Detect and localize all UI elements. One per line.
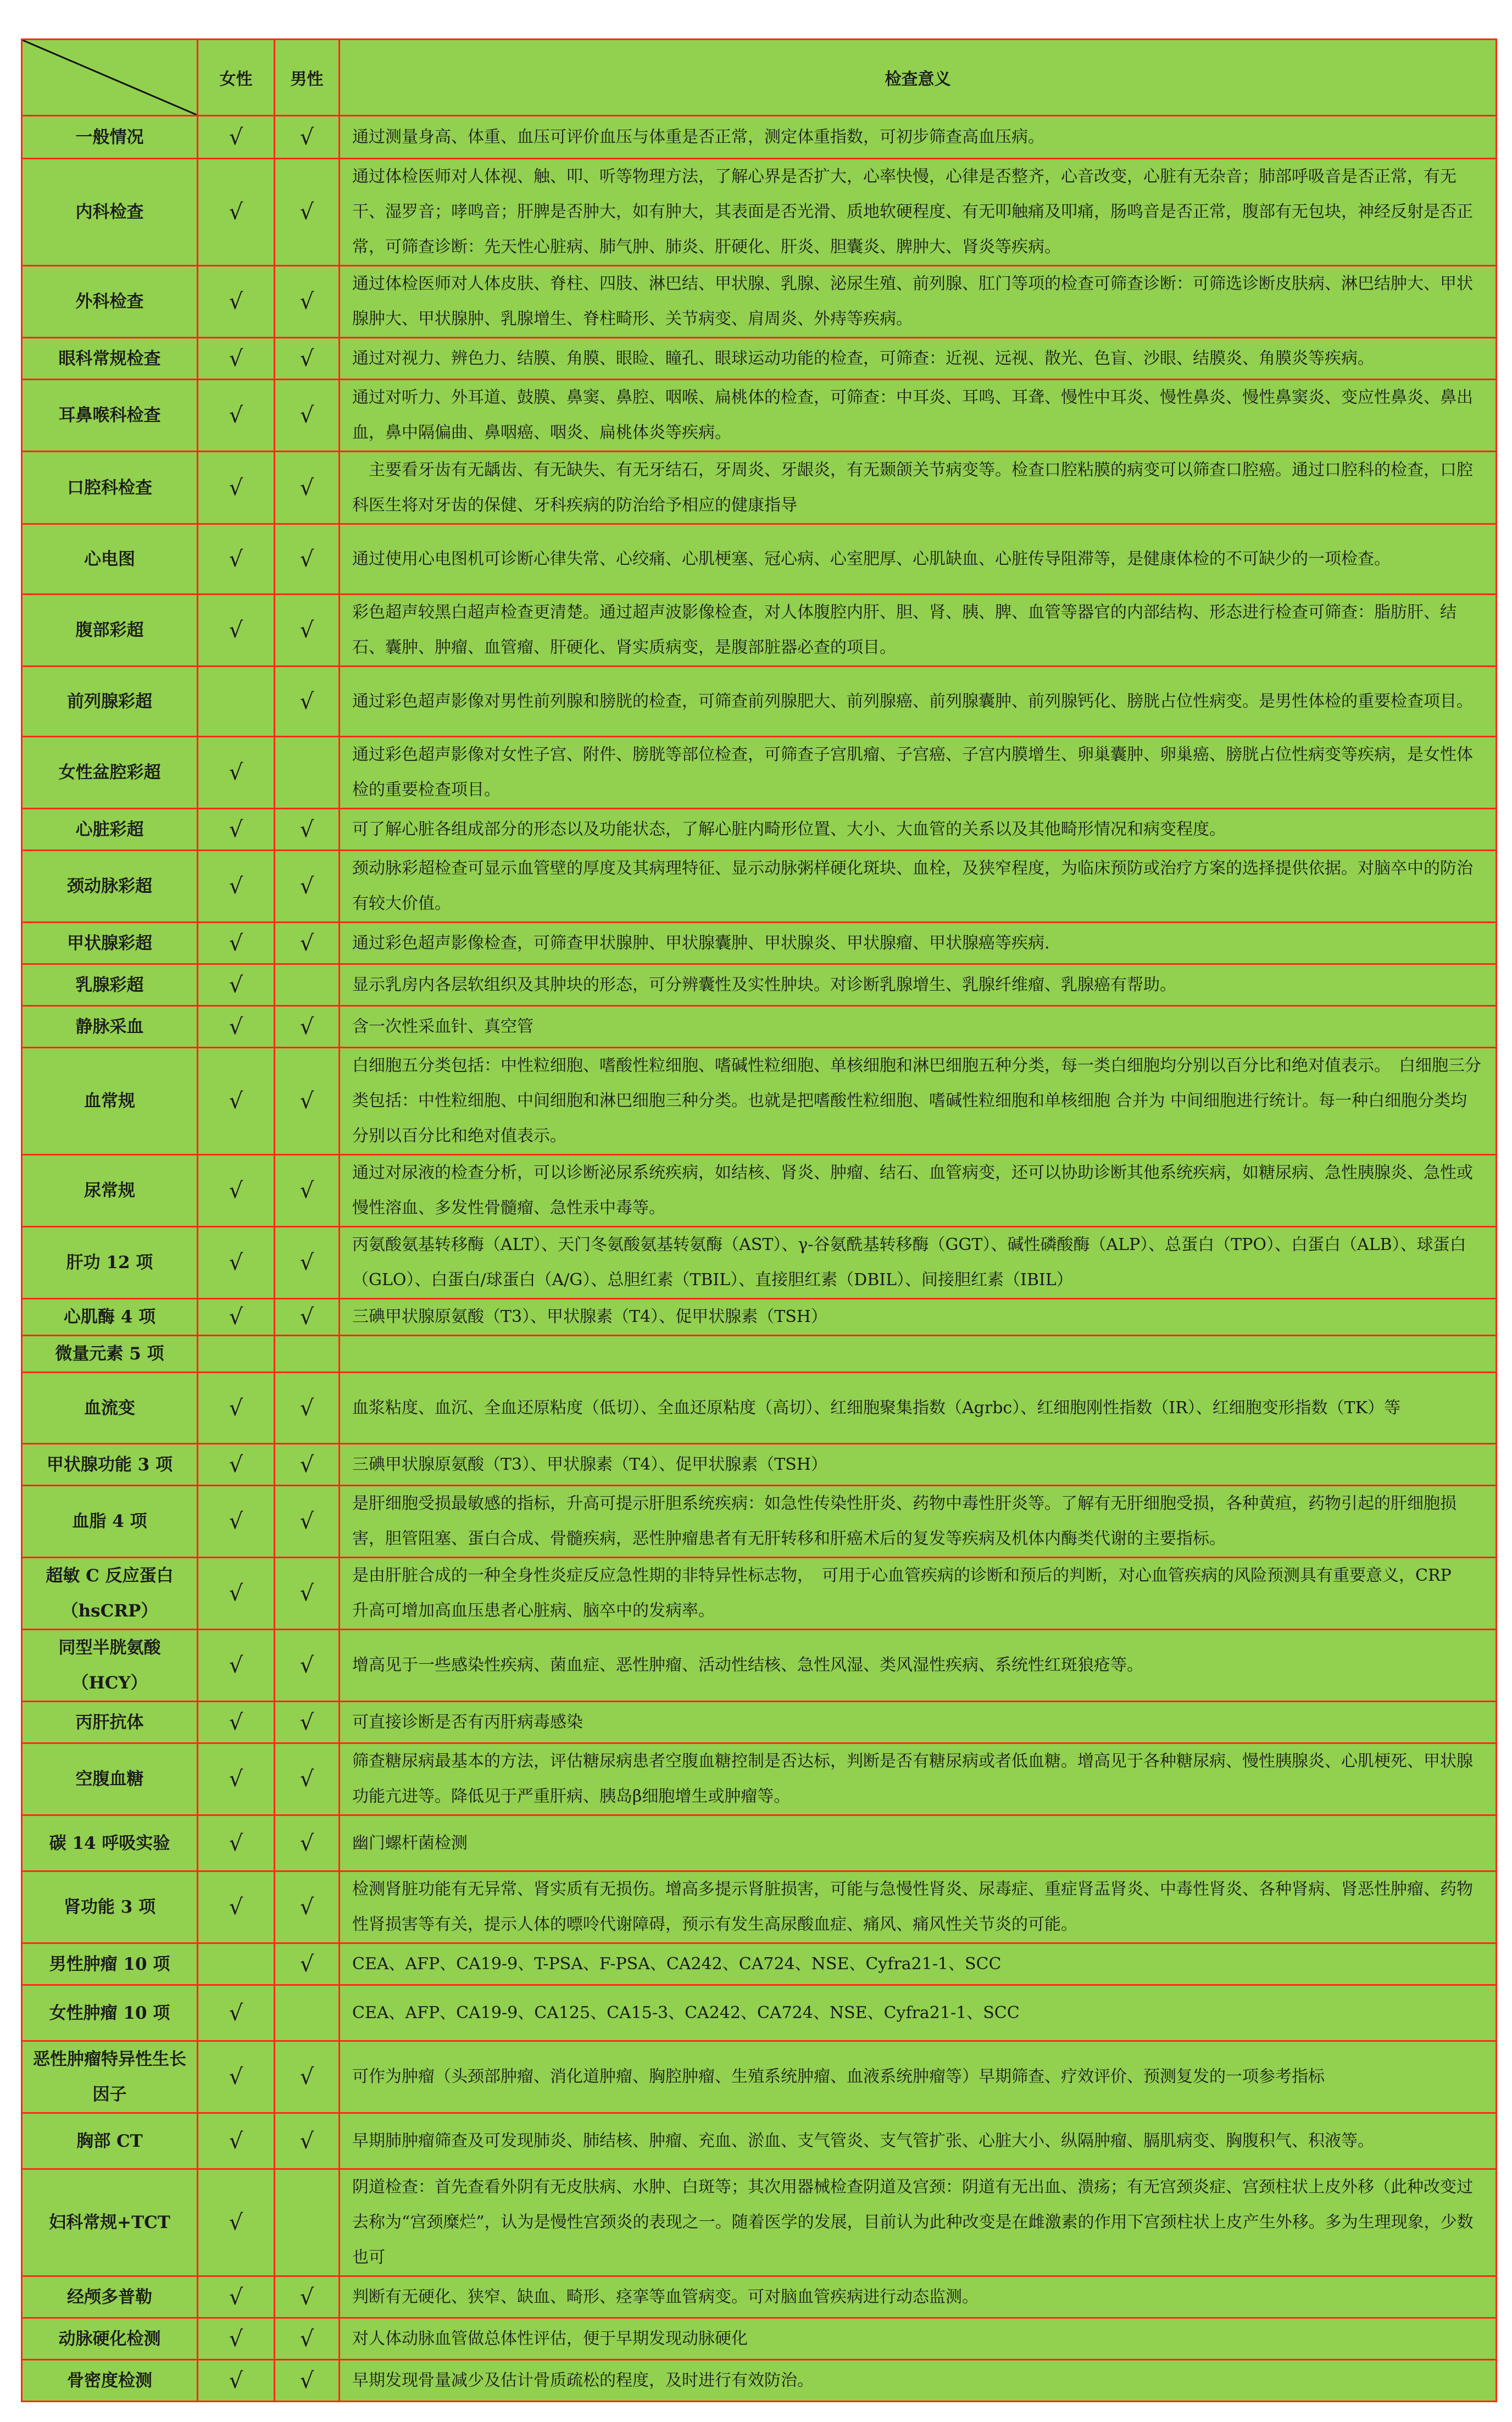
male-check-mark: √ [275, 452, 340, 524]
female-check-mark: √ [198, 524, 275, 595]
exam-item-name: 腹部彩超 [22, 595, 198, 666]
exam-description: 阴道检查：首先查看外阴有无皮肤病、水肿、白斑等；其次用器械检查阴道及宫颈：阴道有无出血、溃疡；有无宫颈炎症、宫颈柱状上皮外移（此种改变过去称为“宫颈糜烂”，认为是慢性宫颈炎的表现之一。随着医学的发展，目前认为此种改变是在雌激素的作用下宫颈柱状上皮产生外移。多为生理现象，少数也可 [340, 2169, 1497, 2276]
table-row [22, 338, 1497, 380]
female-check-mark: √ [198, 1702, 275, 1743]
table-row [22, 1943, 1497, 1985]
female-check-mark [198, 1336, 275, 1373]
table-row [22, 524, 1497, 595]
male-check-mark: √ [275, 595, 340, 666]
male-check-mark: √ [275, 159, 340, 266]
female-check-mark: √ [198, 1815, 275, 1871]
exam-item-name: 内科检查 [22, 159, 198, 266]
exam-item-name: 超敏 C 反应蛋白（hsCRP） [22, 1558, 198, 1630]
exam-description: CEA、AFP、CA19-9、T-PSA、F-PSA、CA242、CA724、NSE、Cyfra21-1、SCC [340, 1943, 1497, 1985]
male-check-mark: √ [275, 116, 340, 159]
exam-description: 可作为肿瘤（头颈部肿瘤、消化道肿瘤、胸腔肿瘤、生殖系统肿瘤、血液系统肿瘤等）早期筛查、疗效评价、预测复发的一项参考指标 [340, 2041, 1497, 2113]
male-check-mark: √ [275, 2041, 340, 2113]
exam-item-name: 心脏彩超 [22, 809, 198, 851]
exam-description: 通过对听力、外耳道、鼓膜、鼻窦、鼻腔、咽喉、扁桃体的检查，可筛查：中耳炎、耳鸣、耳聋、慢性中耳炎、慢性鼻炎、慢性鼻窦炎、变应性鼻炎、鼻出血，鼻中隔偏曲、鼻咽癌、咽炎、扁桃体炎等疾病。 [340, 380, 1497, 452]
exam-item-name: 静脉采血 [22, 1006, 198, 1048]
exam-description: CEA、AFP、CA19-9、CA125、CA15-3、CA242、CA724、NSE、Cyfra21-1、SCC [340, 1985, 1497, 2041]
female-check-mark: √ [198, 1444, 275, 1486]
exam-description: 通过彩色超声影像对女性子宫、附件、膀胱等部位检查，可筛查子宫肌瘤、子宫癌、子宫内膜增生、卵巢囊肿、卵巢癌、膀胱占位性病变等疾病，是女性体检的重要检查项目。 [340, 737, 1497, 809]
exam-item-name: 肾功能 3 项 [22, 1871, 198, 1943]
exam-description: 可了解心脏各组成部分的形态以及功能状态，了解心脏内畸形位置、大小、大血管的关系以及其他畸形情况和病变程度。 [340, 809, 1497, 851]
table-row [22, 1743, 1497, 1815]
exam-item-name: 骨密度检测 [22, 2360, 198, 2402]
exam-description: 白细胞五分类包括：中性粒细胞、嗜酸性粒细胞、嗜碱性粒细胞、单核细胞和淋巴细胞五种分类，每一类白细胞均分别以百分比和绝对值表示。 白细胞三分类包括：中性粒细胞、中间细胞和淋巴细胞三种分类。也就是把嗜酸性粒细胞、嗜碱性粒细胞和单核细胞 合并为 中间细胞进行统计。每一种白细胞分类均分别以百分比和绝对值表示。 [340, 1048, 1497, 1155]
exam-item-name: 颈动脉彩超 [22, 851, 198, 923]
male-check-mark: √ [275, 1227, 340, 1299]
male-check-mark: √ [275, 1299, 340, 1336]
exam-description: 增高见于一些感染性疾病、菌血症、恶性肿瘤、活动性结核、急性风湿、类风湿性疾病、系统性红斑狼疮等。 [340, 1630, 1497, 1702]
exam-description: 通过彩色超声影像对男性前列腺和膀胱的检查，可筛查前列腺肥大、前列腺癌、前列腺囊肿、前列腺钙化、膀胱占位性病变。是男性体检的重要检查项目。 [340, 666, 1497, 737]
table-row [22, 1985, 1497, 2041]
exam-item-name: 尿常规 [22, 1155, 198, 1227]
table-row [22, 1486, 1497, 1558]
table-row [22, 2276, 1497, 2318]
male-check-mark: √ [275, 1048, 340, 1155]
male-check-mark: √ [275, 1871, 340, 1943]
female-check-mark: √ [198, 851, 275, 923]
exam-description: 通过体检医师对人体皮肤、脊柱、四肢、淋巴结、甲状腺、乳腺、泌尿生殖、前列腺、肛门等项的检查可筛查诊断：可筛选诊断皮肤病、淋巴结肿大、甲状腺肿大、甲状腺肿、乳腺增生、脊柱畸形、关节病变、肩周炎、外痔等疾病。 [340, 266, 1497, 338]
table-row [22, 2360, 1497, 2402]
exam-description: 通过测量身高、体重、血压可评价血压与体重是否正常，测定体重指数，可初步筛查高血压病。 [340, 116, 1497, 159]
male-check-mark: √ [275, 266, 340, 338]
female-check-mark: √ [198, 2360, 275, 2402]
table-row [22, 116, 1497, 159]
male-check-mark: √ [275, 2360, 340, 2402]
male-check-mark: √ [275, 2113, 340, 2169]
female-check-mark: √ [198, 1486, 275, 1558]
female-check-mark: √ [198, 1299, 275, 1336]
exam-description: 通过彩色超声影像检查，可筛查甲状腺肿、甲状腺囊肿、甲状腺炎、甲状腺瘤、甲状腺癌等疾病. [340, 923, 1497, 964]
exam-item-name: 同型半胱氨酸（HCY） [22, 1630, 198, 1702]
table-row [22, 1871, 1497, 1943]
female-check-mark: √ [198, 1006, 275, 1048]
female-check-mark: √ [198, 1558, 275, 1630]
exam-description: 三碘甲状腺原氨酸（T3）、甲状腺素（T4）、促甲状腺素（TSH） [340, 1299, 1497, 1336]
meaning-column-header: 检查意义 [340, 40, 1497, 116]
exam-item-name: 空腹血糖 [22, 1743, 198, 1815]
table-row [22, 452, 1497, 524]
exam-description: 血浆粘度、血沉、全血还原粘度（低切）、全血还原粘度（高切）、红细胞聚集指数（Agrbc）、红细胞刚性指数（IR）、红细胞变形指数（TK）等 [340, 1373, 1497, 1444]
male-check-mark: √ [275, 1815, 340, 1871]
exam-item-name: 恶性肿瘤特异性生长因子 [22, 2041, 198, 2113]
exam-description: 早期发现骨量减少及估计骨质疏松的程度，及时进行有效防治。 [340, 2360, 1497, 2402]
exam-description: 早期肺肿瘤筛查及可发现肺炎、肺结核、肿瘤、充血、淤血、支气管炎、支气管扩张、心脏大小、纵隔肿瘤、膈肌病变、胸腹积气、积液等。 [340, 2113, 1497, 2169]
male-check-mark: √ [275, 1155, 340, 1227]
table-row [22, 851, 1497, 923]
exam-description: 彩色超声较黑白超声检查更清楚。通过超声波影像检查，对人体腹腔内肝、胆、肾、胰、脾、血管等器官的内部结构、形态进行检查可筛查：脂肪肝、结石、囊肿、肿瘤、血管瘤、肝硬化、肾实质病变，是腹部脏器必查的项目。 [340, 595, 1497, 666]
male-check-mark: √ [275, 1558, 340, 1630]
table-row [22, 1006, 1497, 1048]
female-check-mark: √ [198, 595, 275, 666]
exam-description: 通过体检医师对人体视、触、叩、听等物理方法，了解心界是否扩大，心率快慢，心律是否整齐，心音改变，心脏有无杂音；肺部呼吸音是否正常，有无干、湿罗音；哮鸣音；肝脾是否肿大，如有肿大，其表面是否光滑、质地软硬程度、有无叩触痛及叩痛，肠鸣音是否正常，腹部有无包块，神经反射是否正常，可筛查诊断：先天性心脏病、肺气肿、肺炎、肝硬化、肝炎、胆囊炎、脾肿大、肾炎等疾病。 [340, 159, 1497, 266]
female-check-mark: √ [198, 338, 275, 380]
female-check-mark: √ [198, 737, 275, 809]
exam-item-name: 丙肝抗体 [22, 1702, 198, 1743]
female-check-mark: √ [198, 1155, 275, 1227]
table-row [22, 159, 1497, 266]
exam-item-name: 碳 14 呼吸实验 [22, 1815, 198, 1871]
table-row [22, 1558, 1497, 1630]
male-column-header: 男性 [275, 40, 340, 116]
exam-item-name: 口腔科检查 [22, 452, 198, 524]
table-row [22, 1702, 1497, 1743]
female-check-mark: √ [198, 452, 275, 524]
male-check-mark: √ [275, 1943, 340, 1985]
table-row [22, 2041, 1497, 2113]
exam-item-name: 微量元素 5 项 [22, 1336, 198, 1373]
exam-table-sheet [21, 38, 1496, 2402]
table-row [22, 666, 1497, 737]
male-check-mark: √ [275, 1006, 340, 1048]
exam-description: 判断有无硬化、狭窄、缺血、畸形、痉挛等血管病变。可对脑血管疾病进行动态监测。 [340, 2276, 1497, 2318]
female-check-mark: √ [198, 159, 275, 266]
exam-item-name: 女性盆腔彩超 [22, 737, 198, 809]
female-check-mark: √ [198, 266, 275, 338]
female-check-mark: √ [198, 1227, 275, 1299]
female-check-mark [198, 1943, 275, 1985]
exam-description: 筛查糖尿病最基本的方法，评估糖尿病患者空腹血糖控制是否达标，判断是否有糖尿病或者低血糖。增高见于各种糖尿病、慢性胰腺炎、心肌梗死、甲状腺功能亢进等。降低见于严重肝病、胰岛β细胞增生或肿瘤等。 [340, 1743, 1497, 1815]
exam-item-name: 心肌酶 4 项 [22, 1299, 198, 1336]
table-row [22, 595, 1497, 666]
exam-item-name: 甲状腺彩超 [22, 923, 198, 964]
header-row [22, 40, 1497, 116]
male-check-mark: √ [275, 1743, 340, 1815]
table-row [22, 1048, 1497, 1155]
table-row [22, 2113, 1497, 2169]
table-row [22, 1444, 1497, 1486]
male-check-mark: √ [275, 1486, 340, 1558]
female-check-mark: √ [198, 2169, 275, 2276]
exam-item-name: 耳鼻喉科检查 [22, 380, 198, 452]
exam-description: 对人体动脉血管做总体性评估，便于早期发现动脉硬化 [340, 2318, 1497, 2360]
exam-description: 幽门螺杆菌检测 [340, 1815, 1497, 1871]
exam-item-name: 男性肿瘤 10 项 [22, 1943, 198, 1985]
exam-item-name: 心电图 [22, 524, 198, 595]
male-check-mark: √ [275, 666, 340, 737]
exam-item-name: 外科检查 [22, 266, 198, 338]
table-row [22, 1336, 1497, 1373]
female-check-mark: √ [198, 1871, 275, 1943]
female-check-mark: √ [198, 1630, 275, 1702]
table-row [22, 737, 1497, 809]
male-check-mark [275, 1336, 340, 1373]
exam-item-name: 经颅多普勒 [22, 2276, 198, 2318]
female-check-mark: √ [198, 1743, 275, 1815]
male-check-mark [275, 964, 340, 1006]
exam-item-name: 血常规 [22, 1048, 198, 1155]
table-row [22, 1227, 1497, 1299]
male-check-mark: √ [275, 338, 340, 380]
table-row [22, 1630, 1497, 1702]
diagonal-line [23, 40, 197, 115]
exam-description [340, 1336, 1497, 1373]
exam-description: 显示乳房内各层软组织及其肿块的形态，可分辨囊性及实性肿块。对诊断乳腺增生、乳腺纤维瘤、乳腺癌有帮助。 [340, 964, 1497, 1006]
exam-item-name: 血流变 [22, 1373, 198, 1444]
female-check-mark: √ [198, 380, 275, 452]
exam-item-name: 女性肿瘤 10 项 [22, 1985, 198, 2041]
male-check-mark: √ [275, 851, 340, 923]
female-check-mark: √ [198, 1985, 275, 2041]
female-check-mark: √ [198, 923, 275, 964]
female-check-mark: √ [198, 1373, 275, 1444]
male-check-mark: √ [275, 380, 340, 452]
exam-rows [22, 116, 1497, 2402]
exam-description: 主要看牙齿有无龋齿、有无缺失、有无牙结石，牙周炎、牙龈炎，有无颞颌关节病变等。检查口腔粘膜的病变可以筛查口腔癌。通过口腔科的检查，口腔科医生将对牙齿的保健、牙科疾病的防治给予相应的健康指导 [340, 452, 1497, 524]
exam-description: 是肝细胞受损最敏感的指标，升高可提示肝胆系统疾病：如急性传染性肝炎、药物中毒性肝炎等。了解有无肝细胞受损，各种黄疸，药物引起的肝细胞损害，胆管阻塞、蛋白合成、骨髓疾病，恶性肿瘤患者有无肝转移和肝癌术后的复发等疾病及机体内酶类代谢的主要指标。 [340, 1486, 1497, 1558]
exam-description: 含一次性采血针、真空管 [340, 1006, 1497, 1048]
exam-item-name: 胸部 CT [22, 2113, 198, 2169]
table-row [22, 1373, 1497, 1444]
female-check-mark [198, 666, 275, 737]
exam-description: 通过使用心电图机可诊断心律失常、心绞痛、心肌梗塞、冠心病、心室肥厚、心肌缺血、心脏传导阻滞等，是健康体检的不可缺少的一项检查。 [340, 524, 1497, 595]
male-check-mark: √ [275, 524, 340, 595]
male-check-mark: √ [275, 1373, 340, 1444]
female-check-mark: √ [198, 2318, 275, 2360]
male-check-mark: √ [275, 2318, 340, 2360]
female-check-mark: √ [198, 809, 275, 851]
table-row [22, 2318, 1497, 2360]
female-check-mark: √ [198, 116, 275, 159]
exam-table [21, 38, 1497, 2402]
table-row [22, 964, 1497, 1006]
male-check-mark [275, 2169, 340, 2276]
table-row [22, 1299, 1497, 1336]
female-check-mark: √ [198, 964, 275, 1006]
table-row [22, 923, 1497, 964]
exam-item-name: 肝功 12 项 [22, 1227, 198, 1299]
exam-item-name: 血脂 4 项 [22, 1486, 198, 1558]
exam-description: 检测肾脏功能有无异常、肾实质有无损伤。增高多提示肾脏损害，可能与急慢性肾炎、尿毒症、重症肾盂肾炎、中毒性肾炎、各种肾病、肾恶性肿瘤、药物性肾损害等有关，提示人体的嘌呤代谢障碍，预示有发生高尿酸血症、痛风、痛风性关节炎的可能。 [340, 1871, 1497, 1943]
exam-item-name: 甲状腺功能 3 项 [22, 1444, 198, 1486]
exam-item-name: 妇科常规+TCT [22, 2169, 198, 2276]
female-check-mark: √ [198, 2113, 275, 2169]
table-row [22, 266, 1497, 338]
female-check-mark: √ [198, 1048, 275, 1155]
table-row [22, 1815, 1497, 1871]
male-check-mark: √ [275, 923, 340, 964]
exam-item-name: 动脉硬化检测 [22, 2318, 198, 2360]
table-row [22, 380, 1497, 452]
table-row [22, 809, 1497, 851]
table-row [22, 1155, 1497, 1227]
male-check-mark: √ [275, 809, 340, 851]
exam-item-name: 前列腺彩超 [22, 666, 198, 737]
diagonal-header-cell [22, 40, 198, 116]
exam-description: 可直接诊断是否有丙肝病毒感染 [340, 1702, 1497, 1743]
exam-description: 通过对尿液的检查分析，可以诊断泌尿系统疾病，如结核、肾炎、肿瘤、结石、血管病变，还可以协助诊断其他系统疾病，如糖尿病、急性胰腺炎、急性或慢性溶血、多发性骨髓瘤、急性汞中毒等。 [340, 1155, 1497, 1227]
exam-description: 三碘甲状腺原氨酸（T3）、甲状腺素（T4）、促甲状腺素（TSH） [340, 1444, 1497, 1486]
female-check-mark: √ [198, 2041, 275, 2113]
exam-description: 颈动脉彩超检查可显示血管壁的厚度及其病理特征、显示动脉粥样硬化斑块、血栓，及狭窄程度，为临床预防或治疗方案的选择提供依据。对脑卒中的防治有较大价值。 [340, 851, 1497, 923]
exam-description: 丙氨酸氨基转移酶（ALT）、天门冬氨酸氨基转氨酶（AST）、γ-谷氨酰基转移酶（GGT）、碱性磷酸酶（ALP）、总蛋白（TPO）、白蛋白（ALB）、球蛋白（GLO）、白蛋白/球蛋白（A/G）、总胆红素（TBIL）、直接胆红素（DBIL）、间接胆红素（IBIL） [340, 1227, 1497, 1299]
male-check-mark: √ [275, 1630, 340, 1702]
exam-description: 是由肝脏合成的一种全身性炎症反应急性期的非特异性标志物， 可用于心血管疾病的诊断和预后的判断，对心血管疾病的风险预测具有重要意义，CRP 升高可增加高血压患者心脏病、脑卒中的发病率。 [340, 1558, 1497, 1630]
exam-item-name: 眼科常规检查 [22, 338, 198, 380]
exam-item-name: 一般情况 [22, 116, 198, 159]
male-check-mark: √ [275, 2276, 340, 2318]
male-check-mark: √ [275, 1444, 340, 1486]
male-check-mark [275, 737, 340, 809]
table-row [22, 2169, 1497, 2276]
exam-item-name: 乳腺彩超 [22, 964, 198, 1006]
male-check-mark [275, 1985, 340, 2041]
female-check-mark: √ [198, 2276, 275, 2318]
female-column-header: 女性 [198, 40, 275, 116]
exam-description: 通过对视力、辨色力、结膜、角膜、眼睑、瞳孔、眼球运动功能的检查，可筛查：近视、远视、散光、色盲、沙眼、结膜炎、角膜炎等疾病。 [340, 338, 1497, 380]
male-check-mark: √ [275, 1702, 340, 1743]
